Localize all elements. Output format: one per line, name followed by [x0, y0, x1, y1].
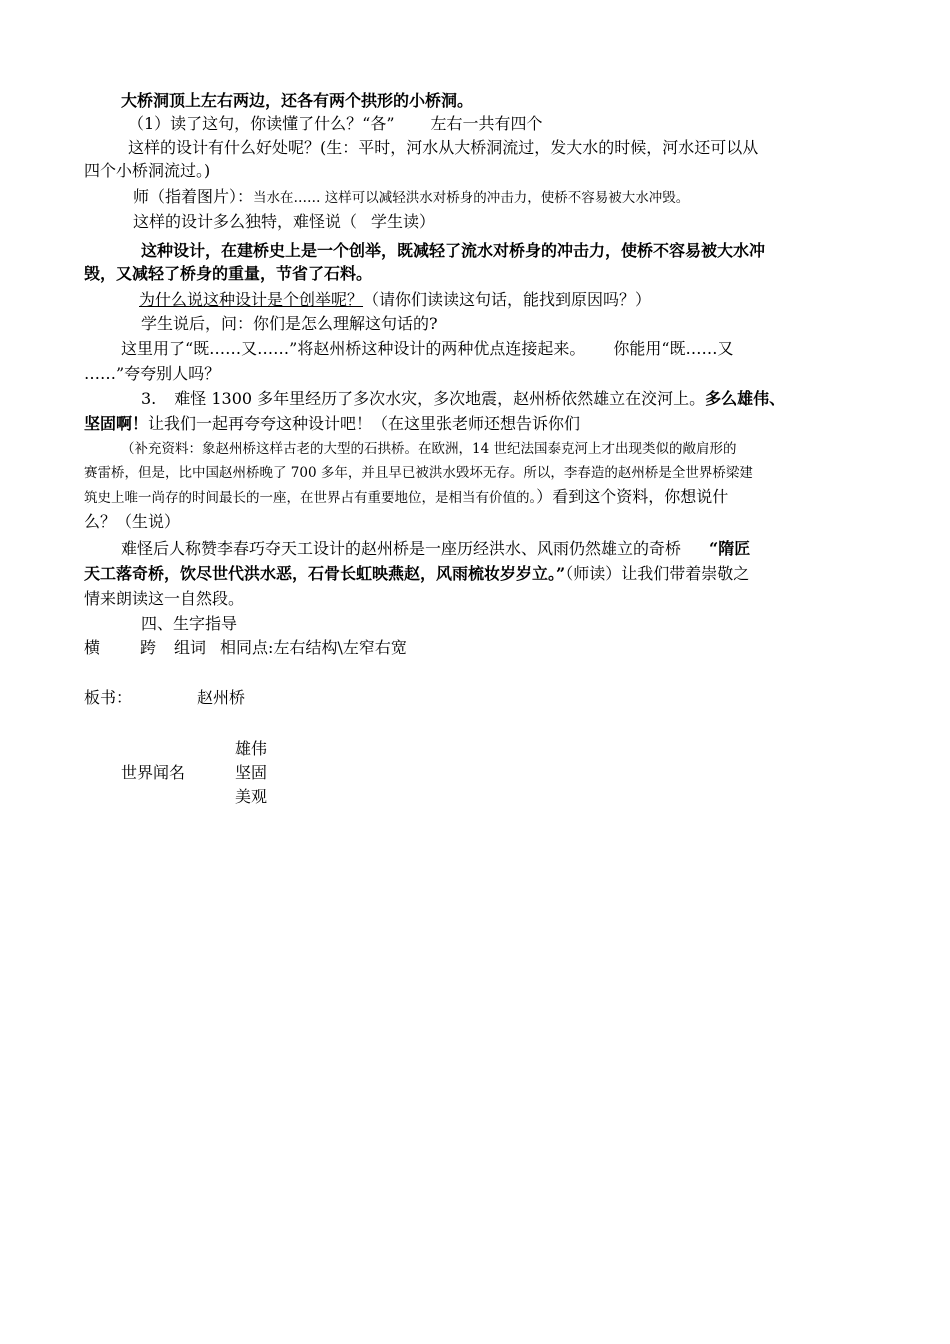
poem-start: “隋匠: [709, 539, 751, 558]
text-line-1: 大桥洞顶上左右两边，还各有两个拱形的小桥洞。: [121, 91, 474, 110]
board-title: 赵州桥: [197, 688, 246, 707]
text-line-4: 四个小桥洞流过。): [84, 161, 211, 180]
text-line-13: [141, 388, 785, 410]
text-line-5: [133, 186, 689, 209]
character-guidance: [84, 637, 407, 659]
supplement-line-3: [84, 486, 728, 509]
teacher-note: 师（指着图片）：: [133, 187, 254, 206]
answer-1: 左右一共有四个: [430, 114, 543, 133]
common-feature: 相同点:左右结构\左窄右宽: [220, 638, 407, 657]
history-text: 难怪 1300 多年里经历了多次水灾，多次地震，赵州桥依然雄立在洨河上。: [174, 389, 706, 408]
supplement-line-1: （补充资料：象赵州桥这样古老的大型的石拱桥。在欧洲，14 世纪法国泰克河上才出现类似的敞肩形的: [121, 441, 737, 457]
board-label: 板书：: [84, 688, 133, 707]
board-item: 雄伟: [235, 739, 268, 758]
question-1: （1）读了这句，你读懂了什么？“各”: [128, 114, 395, 133]
char-kua: 跨: [140, 638, 157, 657]
board-left: 世界闻名: [121, 763, 186, 782]
connector-exercise: 你能用“既……又: [613, 339, 734, 358]
question-prompt: （请你们读读这句话，能找到原因吗？）: [363, 290, 652, 309]
teacher-note-detail: 当水在…… 这样可以减轻洪水对桥身的冲击力，使桥不容易被大水冲毁。: [253, 190, 690, 206]
praise-invite: 让我们一起再夸夸这种设计吧！（在这里张老师还想告诉你们: [148, 414, 581, 433]
praise-bold-2: 坚固啊！: [84, 414, 149, 433]
poem-body: 天工落奇桥，饮尽世代洪水恶，石骨长虹映燕赵，风雨梳妆岁岁立。”: [84, 564, 566, 583]
teacher-reads: （师读）让我们带着崇敬之: [565, 564, 750, 583]
text-line-6: [133, 211, 435, 233]
text-line-19: [121, 538, 750, 560]
text-line-11: [121, 338, 734, 360]
reflection-question: ）看到这个资料，你想说什: [536, 487, 729, 506]
board-item: 坚固: [235, 763, 268, 782]
section-heading-characters: 四、生字指导: [141, 614, 238, 633]
char-heng: 横: [84, 638, 101, 657]
praise-bold: 多么雄伟、: [705, 389, 786, 408]
question-innovation: 为什么说这种设计是个创举呢？: [139, 290, 364, 309]
text-line-14: [84, 413, 580, 435]
text-line-18: 么？（生说）: [84, 512, 181, 531]
text-line-10: 学生说后，问：你们是怎么理解这句话的?: [141, 314, 438, 333]
student-read: 学生读）: [371, 212, 436, 231]
supplement-end: 筑史上唯一尚存的时间最长的一座，在世界占有重要地位，是相当有价值的。: [84, 490, 537, 506]
design-praise: 这样的设计多么独特，难怪说（: [133, 212, 358, 231]
text-line-21: 情来朗读这一自然段。: [84, 589, 245, 608]
poem-intro: 难怪后人称赞李春巧夺天工设计的赵州桥是一座历经洪水、风雨仍然雄立的奇桥: [121, 539, 682, 558]
text-line-12: ……”夸夸别人吗？: [84, 364, 221, 383]
text-line-2: [128, 113, 543, 135]
text-line-20: [84, 563, 749, 585]
text-line-7: 这种设计，在建桥史上是一个创举，既减轻了流水对桥身的冲击力，使桥不容易被大水冲: [141, 241, 766, 260]
supplement-line-2: 赛雷桥，但是，比中国赵州桥晚了 700 多年，并且早已被洪水毁坏无存。所以，李春造的赵州桥是全世界桥梁建: [84, 465, 753, 481]
text-line-8: 毁，又减轻了桥身的重量，节省了石料。: [84, 264, 373, 283]
text-line-9: [139, 289, 651, 311]
board-item: 美观: [235, 787, 268, 806]
item-number: 3.: [141, 389, 157, 408]
word-group: 组词: [174, 638, 207, 657]
connector-explanation: 这里用了“既……又……”将赵州桥这种设计的两种优点连接起来。: [121, 339, 586, 358]
text-line-3: 这样的设计有什么好处呢？(生：平时，河水从大桥洞流过，发大水的时候，河水还可以从: [128, 138, 759, 157]
